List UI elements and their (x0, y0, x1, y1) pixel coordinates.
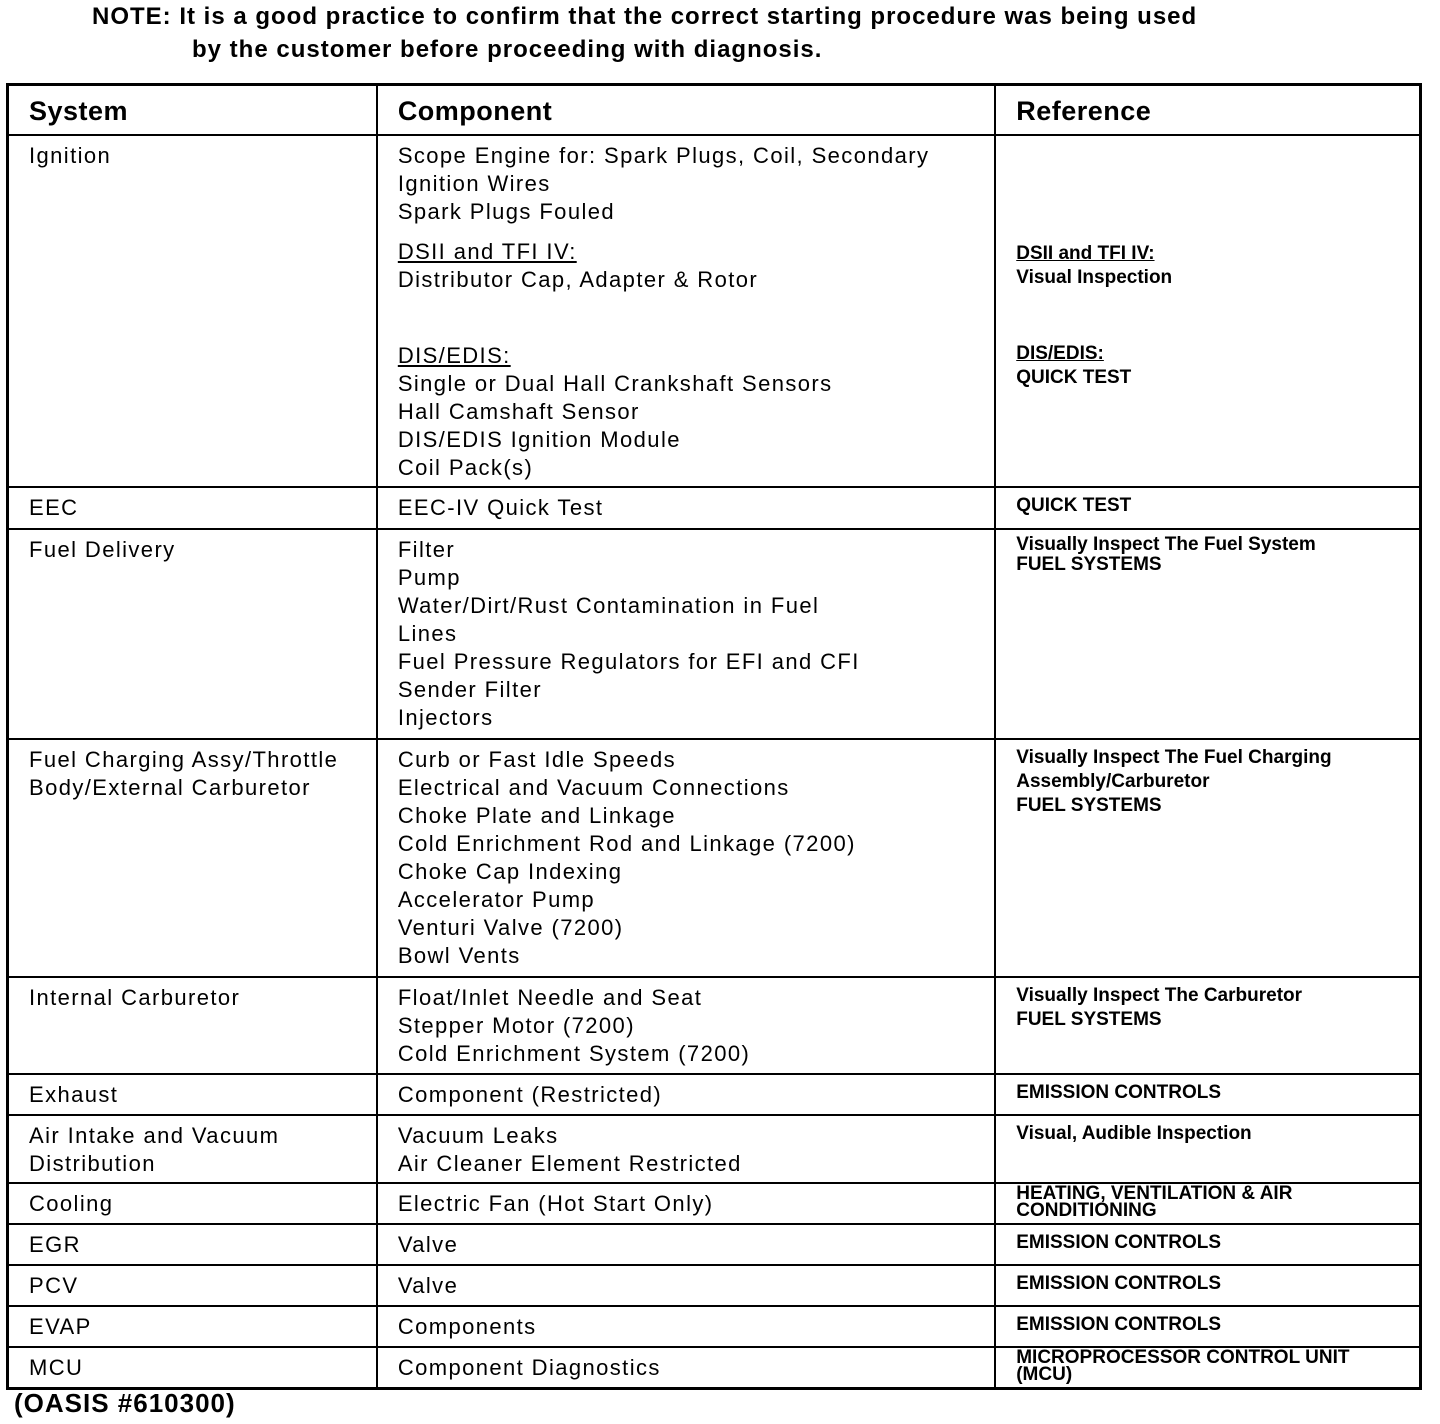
component-line: Accelerator Pump (397, 887, 596, 912)
table-row-fuel-charging (8, 739, 1421, 977)
reference-line: HEATING, VENTILATION & AIR (1016, 1183, 1293, 1204)
table-row-eec (8, 487, 1421, 529)
system-line: Fuel Charging Assy/Throttle (29, 747, 339, 772)
component-cell (377, 1074, 995, 1115)
component-cell (377, 1115, 995, 1183)
component-subheading: DSII and TFI IV: (397, 239, 577, 264)
oasis-footer: (OASIS #610300) (14, 1388, 236, 1418)
reference-line: FUEL SYSTEMS (1016, 795, 1162, 816)
table-row-egr (8, 1224, 1421, 1265)
system-cell (8, 1183, 377, 1224)
component-line: Hall Camshaft Sensor (397, 399, 640, 424)
reference-cell (995, 977, 1420, 1074)
system-line: Exhaust (29, 1082, 119, 1107)
header-row (8, 85, 1421, 136)
reference-line: Visual, Audible Inspection (1016, 1123, 1252, 1144)
component-cell (377, 739, 995, 977)
reference-line: EMISSION CONTROLS (1016, 1273, 1222, 1294)
reference-cell (995, 1074, 1420, 1115)
table-row-pcv (8, 1265, 1421, 1306)
component-line: Electrical and Vacuum Connections (397, 775, 790, 800)
component-line: Distributor Cap, Adapter & Rotor (397, 267, 759, 292)
system-line: MCU (29, 1355, 84, 1380)
component-line: Venturi Valve (7200) (397, 915, 624, 940)
system-cell (8, 487, 377, 529)
reference-cell (995, 1224, 1420, 1265)
note (92, 0, 1392, 66)
component-cell (377, 1183, 995, 1224)
system-cell (8, 529, 377, 739)
component-line: Component (Restricted) (397, 1082, 663, 1107)
system-cell (8, 1265, 377, 1306)
reference-line: (MCU) (1016, 1364, 1073, 1385)
component-line: Air Cleaner Element Restricted (397, 1151, 742, 1176)
diagnosis-table (6, 83, 1422, 1390)
component-line: Spark Plugs Fouled (397, 199, 616, 224)
table-row-internal-carburetor (8, 977, 1421, 1074)
reference-cell (995, 1347, 1420, 1389)
system-line: Body/External Carburetor (29, 775, 311, 800)
reference-line: QUICK TEST (1016, 495, 1132, 516)
reference-line: Visually Inspect The Fuel Charging (1016, 747, 1332, 768)
component-line: Component Diagnostics (397, 1355, 661, 1380)
reference-line: Visually Inspect The Carburetor (1016, 985, 1303, 1006)
component-line: Coil Pack(s) (397, 455, 534, 480)
component-cell (377, 135, 995, 487)
component-line: Float/Inlet Needle and Seat (397, 985, 703, 1010)
reference-line: Visual Inspection (1016, 267, 1173, 288)
reference-cell (995, 135, 1420, 487)
component-line: EEC-IV Quick Test (397, 495, 604, 520)
component-line: Electric Fan (Hot Start Only) (397, 1191, 714, 1216)
note-line-1: NOTE: It is a good practice to confirm that the correct starting procedure was being used (92, 3, 1198, 30)
component-cell (377, 977, 995, 1074)
reference-cell (995, 739, 1420, 977)
table-row-air-intake (8, 1115, 1421, 1183)
table-row-cooling (8, 1183, 1421, 1224)
reference-cell (995, 1183, 1420, 1224)
reference-cell (995, 1265, 1420, 1306)
system-line: Ignition (29, 143, 112, 168)
component-line: Vacuum Leaks (397, 1123, 559, 1148)
table-row-mcu (8, 1347, 1421, 1389)
reference-line: EMISSION CONTROLS (1016, 1314, 1222, 1335)
component-line: Choke Cap Indexing (397, 859, 623, 884)
component-line: Valve (397, 1232, 459, 1257)
reference-cell (995, 529, 1420, 739)
component-subheading: DIS/EDIS: (397, 343, 511, 368)
reference-subheading: DIS/EDIS: (1016, 343, 1104, 364)
system-line: PCV (29, 1273, 79, 1298)
system-line: Distribution (29, 1151, 156, 1176)
component-line: Lines (397, 621, 458, 646)
reference-line: FUEL SYSTEMS (1016, 1009, 1162, 1030)
header-component: Component (377, 85, 995, 136)
system-line: Internal Carburetor (29, 985, 241, 1010)
component-line: Curb or Fast Idle Speeds (397, 747, 676, 772)
component-line: Fuel Pressure Regulators for EFI and CFI (397, 649, 860, 674)
system-line: EGR (29, 1232, 81, 1257)
component-line: Scope Engine for: Spark Plugs, Coil, Secondary (397, 143, 930, 168)
component-cell (377, 487, 995, 529)
component-line: Cold Enrichment System (7200) (397, 1041, 751, 1066)
component-cell (377, 1224, 995, 1265)
system-line: EVAP (29, 1314, 92, 1339)
component-line: Components (397, 1314, 537, 1339)
system-cell (8, 1347, 377, 1389)
table-row-exhaust (8, 1074, 1421, 1115)
system-line: Cooling (29, 1191, 114, 1216)
system-line: EEC (29, 495, 79, 520)
component-line: Ignition Wires (397, 171, 551, 196)
component-line: DIS/EDIS Ignition Module (397, 427, 681, 452)
component-cell (377, 1347, 995, 1389)
reference-line: MICROPROCESSOR CONTROL UNIT (1016, 1347, 1350, 1368)
header-system: System (8, 85, 377, 136)
system-cell (8, 1224, 377, 1265)
table-row-fuel-delivery (8, 529, 1421, 739)
reference-subheading: DSII and TFI IV: (1016, 243, 1155, 264)
component-cell (377, 1265, 995, 1306)
component-cell (377, 529, 995, 739)
reference-line: Assembly/Carburetor (1016, 771, 1210, 792)
reference-line: Visually Inspect The Fuel System (1016, 534, 1316, 555)
system-cell (8, 1306, 377, 1347)
system-cell (8, 1115, 377, 1183)
system-line: Fuel Delivery (29, 537, 176, 562)
reference-line: EMISSION CONTROLS (1016, 1232, 1222, 1253)
component-line: Sender Filter (397, 677, 542, 702)
component-line: Valve (397, 1273, 459, 1298)
component-line: Choke Plate and Linkage (397, 803, 676, 828)
component-cell (377, 1306, 995, 1347)
component-line: Injectors (397, 705, 494, 730)
reference-line: CONDITIONING (1016, 1200, 1157, 1221)
reference-line: FUEL SYSTEMS (1016, 554, 1162, 575)
note-line-2: by the customer before proceeding with diagnosis. (192, 36, 823, 63)
component-line: Stepper Motor (7200) (397, 1013, 635, 1038)
reference-line: QUICK TEST (1016, 367, 1132, 388)
system-cell (8, 135, 377, 487)
reference-cell (995, 1115, 1420, 1183)
system-line: Air Intake and Vacuum (29, 1123, 280, 1148)
reference-cell (995, 487, 1420, 529)
system-cell (8, 977, 377, 1074)
component-line: Bowl Vents (397, 943, 521, 968)
reference-cell (995, 1306, 1420, 1347)
component-line: Pump (397, 565, 461, 590)
component-line: Cold Enrichment Rod and Linkage (7200) (397, 831, 856, 856)
system-cell (8, 739, 377, 977)
table-row-evap (8, 1306, 1421, 1347)
component-line: Water/Dirt/Rust Contamination in Fuel (397, 593, 820, 618)
table-row-ignition (8, 135, 1421, 487)
reference-line: EMISSION CONTROLS (1016, 1082, 1222, 1103)
component-line: Single or Dual Hall Crankshaft Sensors (397, 371, 833, 396)
component-line: Filter (397, 537, 456, 562)
header-reference: Reference (995, 85, 1420, 136)
system-cell (8, 1074, 377, 1115)
